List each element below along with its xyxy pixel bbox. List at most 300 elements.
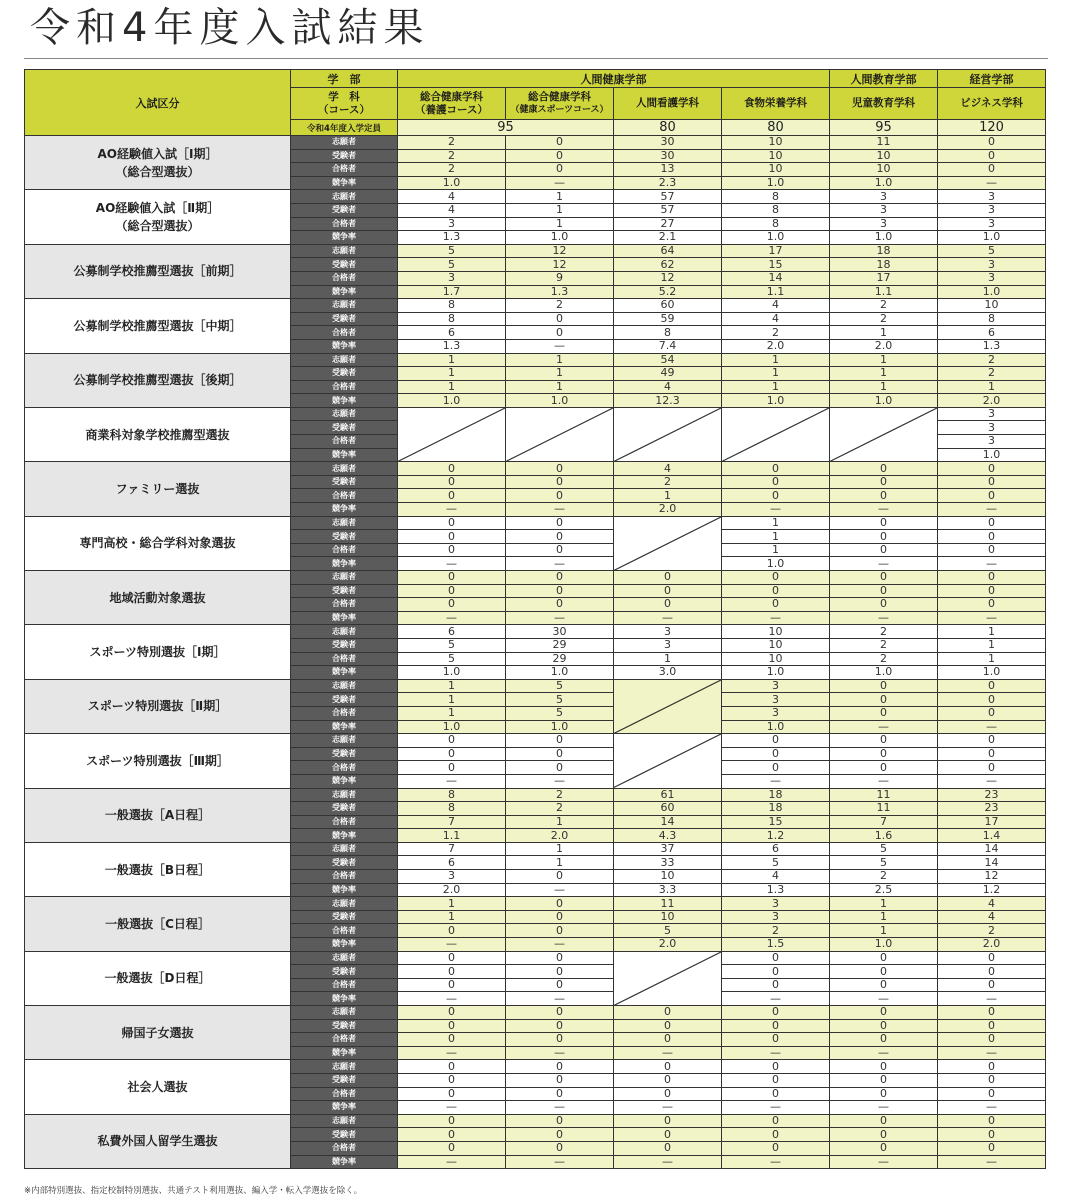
value-cell: 0 — [398, 516, 506, 530]
section-name: 一般選抜［B日程］ — [25, 842, 291, 896]
capacity-nutrition: 80 — [722, 120, 830, 136]
value-cell: 0 — [506, 1073, 614, 1087]
value-cell: 0 — [938, 530, 1046, 544]
value-cell: 2.0 — [830, 339, 938, 353]
value-cell: — — [830, 992, 938, 1006]
row-label: 志願者 — [291, 951, 398, 965]
diagonal-slash — [614, 517, 721, 570]
value-cell: 13 — [614, 163, 722, 177]
value-cell: 0 — [614, 1060, 722, 1074]
value-cell: — — [506, 611, 614, 625]
value-cell: 1 — [722, 367, 830, 381]
row-label: 受験者 — [291, 747, 398, 761]
value-cell: 0 — [614, 1073, 722, 1087]
value-cell: 0 — [506, 1019, 614, 1033]
value-cell: 8 — [398, 788, 506, 802]
value-cell: 1 — [398, 353, 506, 367]
value-cell: — — [506, 557, 614, 571]
not-applicable-cell — [614, 951, 722, 1005]
value-cell: 1.0 — [938, 448, 1046, 462]
value-cell: 37 — [614, 842, 722, 856]
section-name: 商業科対象学校推薦型選抜 — [25, 407, 291, 461]
value-cell: 4 — [722, 870, 830, 884]
value-cell: — — [506, 339, 614, 353]
value-cell: — — [398, 774, 506, 788]
row-label: 合格者 — [291, 761, 398, 775]
row-label: 競争率 — [291, 992, 398, 1006]
value-cell: 2.5 — [830, 883, 938, 897]
row-label: 合格者 — [291, 1141, 398, 1155]
value-cell: 0 — [722, 747, 830, 761]
value-cell: 0 — [830, 951, 938, 965]
row-label: 受験者 — [291, 638, 398, 652]
value-cell: 1.0 — [938, 285, 1046, 299]
value-cell: — — [398, 1155, 506, 1169]
value-cell: 3.3 — [614, 883, 722, 897]
value-cell: 0 — [938, 598, 1046, 612]
value-cell: 18 — [830, 258, 938, 272]
value-cell: 3 — [614, 625, 722, 639]
value-cell: 4 — [398, 203, 506, 217]
value-cell: 0 — [830, 516, 938, 530]
row-label: 合格者 — [291, 163, 398, 177]
value-cell: 1 — [398, 693, 506, 707]
value-cell: — — [830, 1046, 938, 1060]
value-cell: 61 — [614, 788, 722, 802]
value-cell: 2 — [938, 924, 1046, 938]
value-cell: 2.0 — [722, 339, 830, 353]
value-cell: 0 — [830, 462, 938, 476]
value-cell: 0 — [614, 1087, 722, 1101]
value-cell: — — [614, 611, 722, 625]
row-label: 志願者 — [291, 190, 398, 204]
value-cell: — — [614, 1046, 722, 1060]
diagonal-slash — [398, 408, 505, 461]
value-cell: 0 — [722, 489, 830, 503]
value-cell: 0 — [506, 951, 614, 965]
value-cell: 3 — [614, 638, 722, 652]
value-cell: — — [506, 883, 614, 897]
value-cell: — — [830, 774, 938, 788]
value-cell: 1.0 — [506, 666, 614, 680]
row-label: 合格者 — [291, 435, 398, 449]
value-cell: 11 — [614, 897, 722, 911]
value-cell: 12 — [938, 870, 1046, 884]
value-cell: 0 — [830, 530, 938, 544]
value-cell: 1 — [830, 326, 938, 340]
row-label: 志願者 — [291, 897, 398, 911]
row-label: 志願者 — [291, 136, 398, 150]
value-cell: 0 — [614, 1114, 722, 1128]
header-category: 入試区分 — [25, 70, 291, 136]
diagonal-slash — [614, 680, 721, 733]
value-cell: 0 — [398, 965, 506, 979]
value-cell: 0 — [506, 1087, 614, 1101]
value-cell: 1.0 — [722, 720, 830, 734]
value-cell: 7 — [830, 815, 938, 829]
value-cell: 0 — [398, 1141, 506, 1155]
value-cell: 0 — [398, 924, 506, 938]
value-cell: 6 — [398, 326, 506, 340]
not-applicable-cell — [722, 407, 830, 461]
value-cell: 5 — [506, 693, 614, 707]
value-cell: 4 — [722, 312, 830, 326]
value-cell: 15 — [722, 258, 830, 272]
value-cell: 0 — [830, 1006, 938, 1020]
row-label: 受験者 — [291, 584, 398, 598]
table-row — [25, 136, 1046, 150]
value-cell: 0 — [722, 1060, 830, 1074]
table-row — [25, 679, 1046, 693]
value-cell: 1 — [398, 367, 506, 381]
value-cell: — — [398, 503, 506, 517]
value-cell: 8 — [614, 326, 722, 340]
value-cell: 4 — [398, 190, 506, 204]
value-cell: 7 — [398, 815, 506, 829]
value-cell: 2 — [506, 788, 614, 802]
value-cell: 5 — [398, 258, 506, 272]
row-label: 受験者 — [291, 149, 398, 163]
row-label: 合格者 — [291, 1033, 398, 1047]
row-label: 競争率 — [291, 448, 398, 462]
value-cell: 1 — [938, 638, 1046, 652]
value-cell: 0 — [506, 1114, 614, 1128]
value-cell: 0 — [722, 965, 830, 979]
value-cell: 0 — [830, 1033, 938, 1047]
value-cell: 1 — [506, 217, 614, 231]
value-cell: 5 — [938, 244, 1046, 258]
row-label: 受験者 — [291, 1019, 398, 1033]
row-label: 競争率 — [291, 285, 398, 299]
value-cell: 1.1 — [830, 285, 938, 299]
value-cell: 0 — [506, 149, 614, 163]
value-cell: 3 — [722, 910, 830, 924]
value-cell: — — [722, 1046, 830, 1060]
value-cell: 3 — [830, 217, 938, 231]
value-cell: 1.0 — [722, 666, 830, 680]
row-label: 競争率 — [291, 176, 398, 190]
value-cell: 0 — [830, 571, 938, 585]
value-cell: 1.7 — [398, 285, 506, 299]
value-cell: 8 — [722, 203, 830, 217]
value-cell: 17 — [722, 244, 830, 258]
value-cell: 23 — [938, 802, 1046, 816]
header-dept-2 — [506, 88, 614, 120]
not-applicable-cell — [506, 407, 614, 461]
row-label: 受験者 — [291, 203, 398, 217]
row-label: 合格者 — [291, 1087, 398, 1101]
value-cell: 3 — [398, 217, 506, 231]
value-cell: 2 — [722, 924, 830, 938]
value-cell: 10 — [722, 136, 830, 150]
value-cell: 1.3 — [398, 339, 506, 353]
value-cell: 18 — [722, 802, 830, 816]
value-cell: — — [830, 557, 938, 571]
value-cell: 3 — [722, 706, 830, 720]
value-cell: 0 — [830, 978, 938, 992]
value-cell: 0 — [506, 1128, 614, 1142]
value-cell: 0 — [506, 326, 614, 340]
value-cell: 1.0 — [830, 666, 938, 680]
row-label: 競争率 — [291, 1155, 398, 1169]
page-title: 令和4年度入試結果 — [30, 5, 430, 51]
value-cell: 1 — [830, 924, 938, 938]
row-label: 志願者 — [291, 1114, 398, 1128]
table-row — [25, 788, 1046, 802]
value-cell: 2 — [938, 367, 1046, 381]
header-faculty-business: 経営学部 — [938, 70, 1046, 88]
value-cell: 1 — [938, 380, 1046, 394]
value-cell: — — [938, 503, 1046, 517]
row-label: 志願者 — [291, 1060, 398, 1074]
row-label: 受験者 — [291, 475, 398, 489]
value-cell: 0 — [506, 462, 614, 476]
value-cell: 0 — [506, 897, 614, 911]
value-cell: 0 — [506, 598, 614, 612]
value-cell: 12.3 — [614, 394, 722, 408]
capacity-child-education: 95 — [830, 120, 938, 136]
not-applicable-cell — [614, 734, 722, 788]
row-label: 志願者 — [291, 516, 398, 530]
row-label: 合格者 — [291, 924, 398, 938]
value-cell: — — [506, 1046, 614, 1060]
value-cell: 29 — [506, 652, 614, 666]
value-cell: 1 — [614, 652, 722, 666]
value-cell: — — [938, 176, 1046, 190]
value-cell: 4 — [722, 299, 830, 313]
value-cell: 0 — [614, 1019, 722, 1033]
value-cell: 0 — [614, 1006, 722, 1020]
row-label: 競争率 — [291, 611, 398, 625]
value-cell: 5 — [722, 856, 830, 870]
value-cell: — — [614, 1155, 722, 1169]
value-cell: 1 — [830, 910, 938, 924]
value-cell: 0 — [830, 584, 938, 598]
value-cell: 5.2 — [614, 285, 722, 299]
value-cell: 0 — [830, 475, 938, 489]
value-cell: 14 — [938, 842, 1046, 856]
value-cell: 0 — [506, 734, 614, 748]
value-cell: 1 — [506, 190, 614, 204]
value-cell: 2 — [506, 802, 614, 816]
value-cell: 59 — [614, 312, 722, 326]
value-cell: 60 — [614, 802, 722, 816]
value-cell: 0 — [830, 1128, 938, 1142]
value-cell: 2 — [398, 163, 506, 177]
value-cell: 1 — [938, 625, 1046, 639]
value-cell: 5 — [506, 679, 614, 693]
value-cell: 5 — [830, 842, 938, 856]
row-label: 競争率 — [291, 394, 398, 408]
value-cell: 1.1 — [398, 829, 506, 843]
table-row — [25, 571, 1046, 585]
row-label: 受験者 — [291, 421, 398, 435]
capacity-nursing: 80 — [614, 120, 722, 136]
section-name: 地域活動対象選抜 — [25, 571, 291, 625]
value-cell: — — [506, 992, 614, 1006]
row-label: 志願者 — [291, 625, 398, 639]
row-label: 合格者 — [291, 815, 398, 829]
section-name: 公募制学校推薦型選抜［後期］ — [25, 353, 291, 407]
value-cell: 3 — [938, 258, 1046, 272]
value-cell: 0 — [506, 489, 614, 503]
value-cell: 0 — [938, 1114, 1046, 1128]
value-cell: 0 — [506, 965, 614, 979]
value-cell: 0 — [506, 136, 614, 150]
value-cell: 1.6 — [830, 829, 938, 843]
header-faculty-health: 人間健康学部 — [398, 70, 830, 88]
value-cell: 0 — [830, 693, 938, 707]
value-cell: 12 — [506, 258, 614, 272]
header-dept-4: 食物栄養学科 — [722, 88, 830, 120]
value-cell: 1.2 — [722, 829, 830, 843]
value-cell: 64 — [614, 244, 722, 258]
row-label: 競争率 — [291, 774, 398, 788]
value-cell: 0 — [938, 543, 1046, 557]
value-cell: 2.0 — [398, 883, 506, 897]
value-cell: — — [398, 992, 506, 1006]
value-cell: 3 — [938, 190, 1046, 204]
header-dept-2-line1: 総合健康学科 — [528, 90, 591, 103]
value-cell: 5 — [398, 244, 506, 258]
header-dept-1-line1: 総合健康学科 — [420, 90, 483, 103]
value-cell: 0 — [506, 1033, 614, 1047]
value-cell: 1 — [398, 706, 506, 720]
value-cell: 1.3 — [938, 339, 1046, 353]
section-name: スポーツ特別選抜［Ⅲ期］ — [25, 734, 291, 788]
value-cell: — — [722, 503, 830, 517]
value-cell: 18 — [830, 244, 938, 258]
table-row — [25, 1114, 1046, 1128]
value-cell: 14 — [938, 856, 1046, 870]
table-row — [25, 842, 1046, 856]
row-label: 受験者 — [291, 965, 398, 979]
value-cell: 0 — [938, 516, 1046, 530]
table-row — [25, 951, 1046, 965]
value-cell: 1.0 — [506, 720, 614, 734]
value-cell: 1.1 — [722, 285, 830, 299]
value-cell: 0 — [722, 475, 830, 489]
value-cell: 3 — [830, 203, 938, 217]
value-cell: 8 — [398, 312, 506, 326]
value-cell: 2 — [830, 625, 938, 639]
value-cell: 0 — [398, 530, 506, 544]
value-cell: 1 — [722, 380, 830, 394]
row-label: 競争率 — [291, 231, 398, 245]
row-label: 受験者 — [291, 530, 398, 544]
header-faculty-label: 学 部 — [291, 70, 398, 88]
row-label: 合格者 — [291, 870, 398, 884]
value-cell: 1 — [722, 543, 830, 557]
value-cell: 8 — [398, 299, 506, 313]
row-label: 競争率 — [291, 666, 398, 680]
diagonal-slash — [830, 408, 937, 461]
value-cell: 30 — [506, 625, 614, 639]
value-cell: 0 — [722, 1087, 830, 1101]
value-cell: 3 — [938, 271, 1046, 285]
value-cell: 0 — [722, 1141, 830, 1155]
value-cell: 0 — [722, 1033, 830, 1047]
value-cell: 1.0 — [830, 394, 938, 408]
value-cell: — — [938, 557, 1046, 571]
value-cell: 0 — [830, 761, 938, 775]
section-name: 一般選抜［A日程］ — [25, 788, 291, 842]
value-cell: 0 — [722, 584, 830, 598]
value-cell: 0 — [398, 1033, 506, 1047]
value-cell: 0 — [830, 598, 938, 612]
value-cell: 0 — [938, 1006, 1046, 1020]
value-cell: 0 — [722, 978, 830, 992]
value-cell: — — [506, 176, 614, 190]
table-row — [25, 734, 1046, 748]
value-cell: 0 — [722, 1114, 830, 1128]
value-cell: 1 — [722, 353, 830, 367]
value-cell: 23 — [938, 788, 1046, 802]
value-cell: 0 — [722, 951, 830, 965]
not-applicable-cell — [614, 516, 722, 570]
value-cell: 0 — [938, 978, 1046, 992]
value-cell: 0 — [938, 679, 1046, 693]
diagonal-slash — [614, 408, 721, 461]
value-cell: 0 — [398, 1087, 506, 1101]
header-faculty-education: 人間教育学部 — [830, 70, 938, 88]
section-name: 社会人選抜 — [25, 1060, 291, 1114]
value-cell: 29 — [506, 638, 614, 652]
value-cell: 0 — [938, 1019, 1046, 1033]
row-label: 受験者 — [291, 910, 398, 924]
value-cell: 12 — [614, 271, 722, 285]
value-cell: 0 — [398, 571, 506, 585]
value-cell: 1 — [830, 897, 938, 911]
header-capacity-label: 令和4年度入学定員 — [291, 120, 398, 136]
value-cell: 10 — [830, 149, 938, 163]
value-cell: 10 — [938, 299, 1046, 313]
value-cell: — — [830, 1101, 938, 1115]
row-label: 合格者 — [291, 706, 398, 720]
row-label: 競争率 — [291, 339, 398, 353]
value-cell: 0 — [938, 571, 1046, 585]
value-cell: 0 — [722, 1019, 830, 1033]
section-name: 一般選抜［C日程］ — [25, 897, 291, 951]
value-cell: 3 — [830, 190, 938, 204]
value-cell: 0 — [398, 1019, 506, 1033]
value-cell: 0 — [614, 571, 722, 585]
value-cell: 5 — [398, 638, 506, 652]
value-cell: 0 — [722, 1073, 830, 1087]
row-label: 志願者 — [291, 462, 398, 476]
value-cell: 3 — [938, 203, 1046, 217]
footnote: ※内部特別選抜、指定校制特別選抜、共通テスト利用選抜、編入学・転入学選抜を除く。 — [24, 1186, 363, 1196]
value-cell: 0 — [938, 1073, 1046, 1087]
value-cell: 30 — [614, 149, 722, 163]
value-cell: 1.0 — [398, 666, 506, 680]
value-cell: 0 — [830, 543, 938, 557]
value-cell: 7 — [398, 842, 506, 856]
table-row — [25, 244, 1046, 258]
value-cell: — — [506, 938, 614, 952]
value-cell: 1 — [398, 679, 506, 693]
value-cell: — — [398, 1046, 506, 1060]
value-cell: 0 — [614, 598, 722, 612]
value-cell: — — [722, 611, 830, 625]
value-cell: 0 — [506, 516, 614, 530]
value-cell: 1.2 — [938, 883, 1046, 897]
diagonal-slash — [614, 734, 721, 787]
row-label: 競争率 — [291, 829, 398, 843]
value-cell: — — [938, 1046, 1046, 1060]
value-cell: 0 — [398, 1114, 506, 1128]
table-row — [25, 516, 1046, 530]
